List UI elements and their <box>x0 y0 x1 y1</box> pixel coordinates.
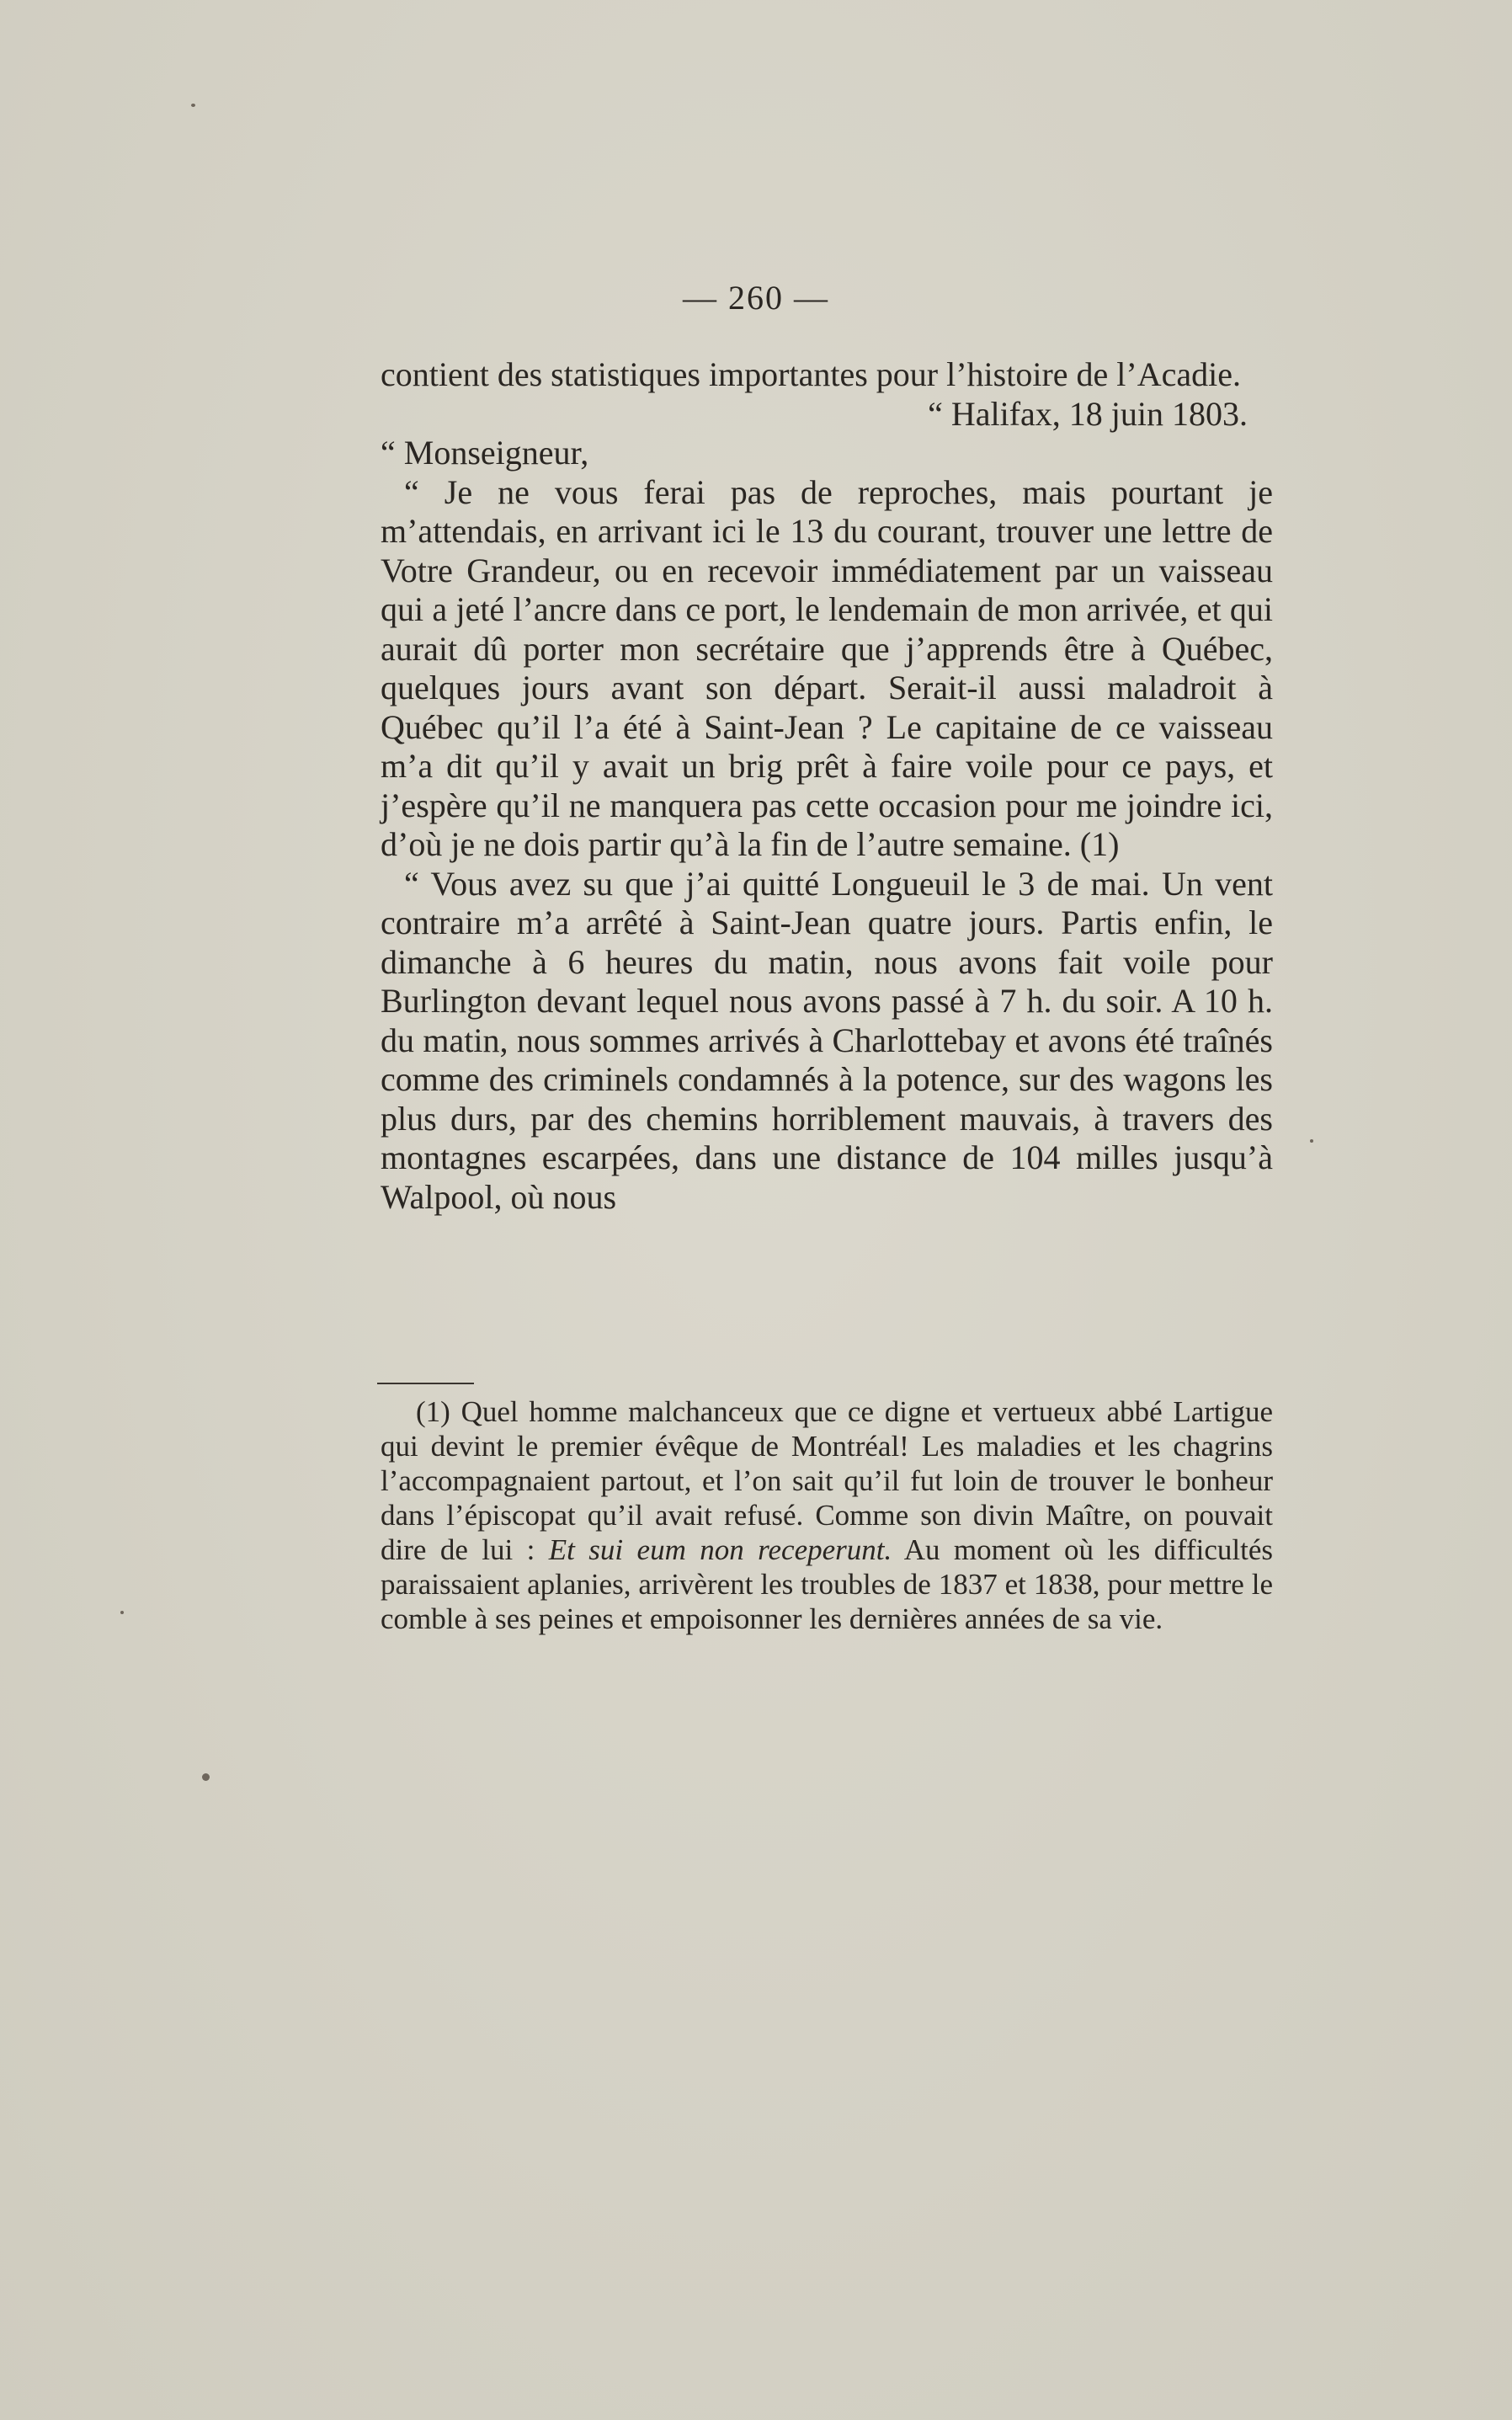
paper-speck <box>120 1611 124 1614</box>
paper-speck <box>1310 1139 1313 1143</box>
letter-salutation: “ Monseigneur, <box>381 434 589 472</box>
footnote-text-part: Au moment où les difficultés paraissaient aplanies, arrivèrent les troubles de 1837 et 1838, pour mettre le comble à ses peines et empoisonner les dernières années de sa vie. <box>381 1533 1274 1635</box>
paragraph-continuation: contient des statistiques importantes pour l’histoire de l’Acadie. <box>381 355 1241 393</box>
footnote <box>381 1394 1273 1636</box>
letter-paragraph: “ Je ne vous ferai pas de reproches, mais pourtant je m’attendais, en arrivant ici le 13 du courant, trouver une lettre de Votre Grandeur, ou en recevoir immédiatement par un vaisseau qui a jeté l’ancre dans ce port, le lendemain de mon arrivée, et qui aurait dû porter mon secrétaire que j’apprends être à Québec, quelques jours avant son départ. Serait-il aussi maladroit à Québec qu’il l’a été à Saint-Jean ? Le capitaine de ce vaisseau m’a dit qu’il y avait un brig prêt à faire voile pour ce pays, et j’espère qu’il ne manquera pas cette occasion pour me joindre ici, d’où je ne dois partir qu’à la fin de l’autre semaine. (1) <box>381 472 1273 863</box>
letter-dateline: “ Halifax, 18 juin 1803. <box>928 394 1248 433</box>
paper-speck <box>191 104 195 107</box>
footnote-divider <box>377 1383 474 1384</box>
letter-paragraph: “ Vous avez su que j’ai quitté Longueuil le 3 de mai. Un vent contraire m’a arrêté à Saint-Jean quatre jours. Partis enfin, le dimanche à 6 heures du matin, nous avons fait voile pour Burlington devant lequel nous avons passé à 7 h. du soir. A 10 h. du matin, nous sommes arrivés à Charlottebay et avons été traînés comme des criminels condamnés à la potence, sur des wagons les plus durs, par des chemins horriblement mauvais, à travers des montagnes escarpées, dans une distance de 104 milles jusqu’à Walpool, où nous <box>381 864 1273 1216</box>
main-text <box>381 355 1273 1217</box>
footnote-text <box>381 1394 1273 1636</box>
footnote-text-part: (1) Quel homme malchanceux que ce digne et vertueux abbé Lartigue qui devint le premier évêque de Montréal! Les maladies et les chagrins l’accompagnaient partout, et l’on sait qu’il fut loin de trouver le bonheur dans l’épiscopat qu’il avait refusé. Comme son divin Maître, on pouvait dire de lui : <box>381 1395 1273 1566</box>
page-number: — 260 — <box>683 279 829 317</box>
paper-speck <box>202 1773 210 1781</box>
footnote-latin-quote: Et sui eum non receperunt. <box>548 1533 892 1566</box>
